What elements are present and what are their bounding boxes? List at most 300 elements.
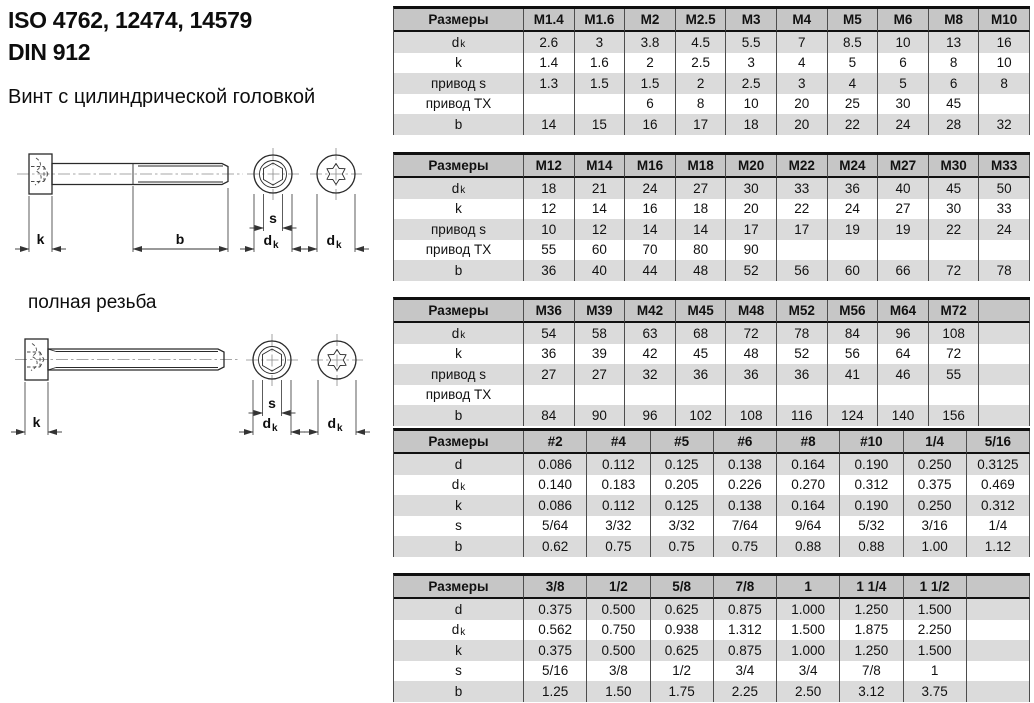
value-cell [524, 385, 575, 406]
value-cell: 56 [828, 344, 879, 365]
value-cell: 3 [726, 53, 777, 74]
value-cell: 24 [828, 199, 879, 220]
value-cell: 0.500 [587, 599, 650, 620]
value-cell: 14 [524, 114, 575, 135]
k-dim-label: k [36, 231, 45, 247]
value-cell: 0.938 [651, 620, 714, 641]
value-cell: 0.112 [587, 495, 650, 516]
row-label: d [394, 599, 524, 620]
svg-text:k: k [272, 423, 278, 434]
row-label: b [394, 260, 524, 281]
value-cell: 0.250 [904, 495, 967, 516]
value-cell [967, 661, 1030, 682]
row-label: d $_k$ [394, 178, 524, 199]
tables-area [393, 0, 1031, 703]
value-cell [967, 681, 1030, 702]
row-label: b [394, 536, 524, 557]
value-cell: 6 [929, 73, 980, 94]
value-cell [625, 385, 676, 406]
row-label: s [394, 661, 524, 682]
hidden-socket-lines [27, 344, 44, 371]
value-cell: 0.625 [651, 640, 714, 661]
value-cell: 0.125 [651, 495, 714, 516]
value-cell: 45 [676, 344, 727, 365]
value-cell: 1.00 [904, 536, 967, 557]
value-cell: 90 [575, 405, 626, 426]
end-view-hex-socket [247, 148, 299, 200]
value-cell: 156 [929, 405, 980, 426]
value-cell: 1.25 [524, 681, 587, 702]
column-header [979, 300, 1030, 323]
value-cell [979, 385, 1030, 406]
table-corner-label: Размеры [394, 300, 524, 323]
value-cell: 1.4 [524, 53, 575, 74]
product-subtitle: Винт с цилиндрической головкой [8, 86, 316, 108]
value-cell: 0.875 [714, 599, 777, 620]
row-label: k [394, 199, 524, 220]
value-cell: 18 [726, 114, 777, 135]
column-header: M39 [575, 300, 626, 323]
value-cell: 0.190 [840, 454, 903, 475]
value-cell: 30 [726, 178, 777, 199]
value-cell: 63 [625, 323, 676, 344]
column-header: M3 [726, 9, 777, 32]
value-cell: 3.12 [840, 681, 903, 702]
value-cell: 140 [878, 405, 929, 426]
value-cell [979, 323, 1030, 344]
value-cell: 27 [575, 364, 626, 385]
table-corner-label: Размеры [394, 431, 524, 454]
value-cell: 1.250 [840, 640, 903, 661]
column-header: 7/8 [714, 576, 777, 599]
value-cell: 3/8 [587, 661, 650, 682]
value-cell: 45 [929, 178, 980, 199]
value-cell: 36 [777, 364, 828, 385]
value-cell: 0.625 [651, 599, 714, 620]
screw-side-view [17, 154, 243, 194]
value-cell: 5 [828, 53, 879, 74]
row-label: привод TX [394, 385, 524, 406]
value-cell: 30 [878, 94, 929, 115]
value-cell [979, 364, 1030, 385]
column-header: M20 [726, 155, 777, 178]
column-header: M30 [929, 155, 980, 178]
end-view-hex-socket [246, 334, 298, 386]
value-cell: 0.140 [524, 475, 587, 496]
din-title: DIN 912 [8, 39, 91, 65]
value-cell: 96 [878, 323, 929, 344]
value-cell: 13 [929, 32, 980, 53]
value-cell: 3 [777, 73, 828, 94]
page-title [8, 4, 252, 68]
column-header: #8 [777, 431, 840, 454]
value-cell: 19 [878, 219, 929, 240]
column-header: 1 [777, 576, 840, 599]
value-cell: 41 [828, 364, 879, 385]
value-cell: 7/64 [714, 516, 777, 537]
column-header: M18 [676, 155, 727, 178]
column-header: 1 1/4 [840, 576, 903, 599]
value-cell [967, 640, 1030, 661]
value-cell: 66 [878, 260, 929, 281]
value-cell: 24 [878, 114, 929, 135]
value-cell: 0.562 [524, 620, 587, 641]
value-cell: 7 [777, 32, 828, 53]
value-cell: 1.875 [840, 620, 903, 641]
value-cell: 4.5 [676, 32, 727, 53]
value-cell: 17 [777, 219, 828, 240]
value-cell: 14 [625, 219, 676, 240]
value-cell [979, 240, 1030, 261]
column-header: 3/8 [524, 576, 587, 599]
value-cell: 116 [777, 405, 828, 426]
value-cell: 72 [929, 344, 980, 365]
column-header: M6 [878, 9, 929, 32]
value-cell: 3 [575, 32, 626, 53]
value-cell: 3/4 [714, 661, 777, 682]
s-dim-label: s [268, 395, 276, 411]
value-cell: 124 [828, 405, 879, 426]
value-cell: 48 [726, 344, 777, 365]
value-cell: 9/64 [777, 516, 840, 537]
column-header [967, 576, 1030, 599]
value-cell: 0.164 [777, 495, 840, 516]
value-cell: 36 [676, 364, 727, 385]
row-label: k [394, 640, 524, 661]
column-header: M4 [777, 9, 828, 32]
row-label: d $_k$ [394, 475, 524, 496]
value-cell: 1.000 [777, 599, 840, 620]
value-cell [676, 385, 727, 406]
standards-title: ISO 4762, 12474, 14579 [8, 7, 253, 33]
value-cell: 28 [929, 114, 980, 135]
row-label: k [394, 495, 524, 516]
value-cell: 1.50 [587, 681, 650, 702]
column-header: M2 [625, 9, 676, 32]
value-cell: 108 [726, 405, 777, 426]
value-cell: 22 [777, 199, 828, 220]
value-cell: 1.500 [904, 599, 967, 620]
value-cell: 55 [929, 364, 980, 385]
value-cell [967, 620, 1030, 641]
value-cell: 2 [625, 53, 676, 74]
column-header: M52 [777, 300, 828, 323]
value-cell: 25 [828, 94, 879, 115]
value-cell: 50 [979, 178, 1030, 199]
dimensions-table-metric-mid [393, 152, 1030, 281]
table-corner-label: Размеры [394, 576, 524, 599]
value-cell: 58 [575, 323, 626, 344]
value-cell: 56 [777, 260, 828, 281]
value-cell: 102 [676, 405, 727, 426]
column-header: M24 [828, 155, 879, 178]
value-cell: 27 [676, 178, 727, 199]
value-cell: 44 [625, 260, 676, 281]
column-header: M33 [979, 155, 1030, 178]
value-cell: 55 [524, 240, 575, 261]
value-cell [828, 240, 879, 261]
value-cell: 14 [676, 219, 727, 240]
svg-text:k: k [337, 423, 343, 434]
column-header: #10 [840, 431, 903, 454]
svg-text:d: d [326, 232, 335, 248]
value-cell: 2.5 [726, 73, 777, 94]
column-header: 5/16 [967, 431, 1030, 454]
value-cell: 5.5 [726, 32, 777, 53]
value-cell: 60 [828, 260, 879, 281]
value-cell: 20 [777, 114, 828, 135]
svg-text:d: d [263, 232, 272, 248]
value-cell: 0.138 [714, 454, 777, 475]
value-cell: 0.375 [524, 640, 587, 661]
value-cell: 0.88 [840, 536, 903, 557]
value-cell: 0.750 [587, 620, 650, 641]
value-cell: 0.62 [524, 536, 587, 557]
row-label: b [394, 681, 524, 702]
row-label: d [394, 454, 524, 475]
value-cell: 1.3 [524, 73, 575, 94]
value-cell: 84 [524, 405, 575, 426]
column-header: M42 [625, 300, 676, 323]
value-cell: 1.312 [714, 620, 777, 641]
value-cell: 16 [625, 114, 676, 135]
value-cell: 2.5 [676, 53, 727, 74]
row-label: привод TX [394, 94, 524, 115]
value-cell: 27 [524, 364, 575, 385]
value-cell: 78 [777, 323, 828, 344]
column-header: 1 1/2 [904, 576, 967, 599]
value-cell: 52 [726, 260, 777, 281]
value-cell: 10 [726, 94, 777, 115]
hidden-socket-lines [31, 158, 48, 185]
value-cell: 2.6 [524, 32, 575, 53]
value-cell [979, 94, 1030, 115]
value-cell: 48 [676, 260, 727, 281]
value-cell: 1.500 [777, 620, 840, 641]
value-cell [967, 599, 1030, 620]
value-cell: 5/32 [840, 516, 903, 537]
value-cell: 2.25 [714, 681, 777, 702]
value-cell: 45 [929, 94, 980, 115]
row-label: b [394, 114, 524, 135]
screw-drawing-full-thread [0, 325, 392, 455]
column-header: M10 [979, 9, 1030, 32]
value-cell: 16 [625, 199, 676, 220]
value-cell: 90 [726, 240, 777, 261]
value-cell: 20 [726, 199, 777, 220]
value-cell: 68 [676, 323, 727, 344]
value-cell: 3.8 [625, 32, 676, 53]
column-header: M36 [524, 300, 575, 323]
column-header: M14 [575, 155, 626, 178]
value-cell: 1 [904, 661, 967, 682]
value-cell: 10 [979, 53, 1030, 74]
value-cell: 22 [929, 219, 980, 240]
value-cell: 0.138 [714, 495, 777, 516]
value-cell: 0.205 [651, 475, 714, 496]
value-cell: 19 [828, 219, 879, 240]
value-cell: 0.226 [714, 475, 777, 496]
value-cell: 6 [878, 53, 929, 74]
value-cell: 0.75 [651, 536, 714, 557]
value-cell: 10 [524, 219, 575, 240]
value-cell: 40 [878, 178, 929, 199]
value-cell: 12 [524, 199, 575, 220]
value-cell: 8 [979, 73, 1030, 94]
value-cell: 3/16 [904, 516, 967, 537]
value-cell: 96 [625, 405, 676, 426]
column-header: M1.4 [524, 9, 575, 32]
row-label: привод s [394, 219, 524, 240]
dimension-dk-torx [303, 194, 369, 252]
value-cell: 64 [878, 344, 929, 365]
value-cell: 108 [929, 323, 980, 344]
value-cell: 0.469 [967, 475, 1030, 496]
column-header: M12 [524, 155, 575, 178]
value-cell: 0.086 [524, 454, 587, 475]
value-cell: 24 [625, 178, 676, 199]
value-cell: 0.164 [777, 454, 840, 475]
value-cell: 84 [828, 323, 879, 344]
value-cell: 18 [676, 199, 727, 220]
value-cell: 39 [575, 344, 626, 365]
value-cell: 0.250 [904, 454, 967, 475]
svg-text:d: d [262, 415, 271, 431]
value-cell: 1.250 [840, 599, 903, 620]
dimensions-table-metric-small [393, 6, 1030, 135]
value-cell [777, 385, 828, 406]
column-header: M22 [777, 155, 828, 178]
value-cell: 36 [828, 178, 879, 199]
value-cell: 0.125 [651, 454, 714, 475]
table-corner-label: Размеры [394, 155, 524, 178]
value-cell: 60 [575, 240, 626, 261]
row-label: привод s [394, 364, 524, 385]
value-cell: 36 [524, 344, 575, 365]
column-header: M56 [828, 300, 879, 323]
column-header: 1/4 [904, 431, 967, 454]
value-cell: 0.312 [840, 475, 903, 496]
value-cell: 2.50 [777, 681, 840, 702]
value-cell: 0.112 [587, 454, 650, 475]
value-cell: 1.500 [904, 640, 967, 661]
value-cell: 3.75 [904, 681, 967, 702]
full-thread-note: полная резьба [28, 292, 157, 313]
dimension-k [15, 196, 66, 252]
value-cell: 3/32 [651, 516, 714, 537]
row-label: s [394, 516, 524, 537]
value-cell: 0.190 [840, 495, 903, 516]
column-header: M27 [878, 155, 929, 178]
b-dim-label: b [175, 231, 185, 247]
value-cell: 0.375 [524, 599, 587, 620]
value-cell: 1.75 [651, 681, 714, 702]
row-label: d $_k$ [394, 620, 524, 641]
value-cell: 20 [777, 94, 828, 115]
dimension-b [133, 186, 228, 252]
end-view-torx-socket [311, 334, 363, 386]
value-cell: 0.88 [777, 536, 840, 557]
value-cell [828, 385, 879, 406]
value-cell: 1.5 [575, 73, 626, 94]
row-label: привод TX [394, 240, 524, 261]
column-header: M45 [676, 300, 727, 323]
value-cell: 0.75 [714, 536, 777, 557]
value-cell: 27 [878, 199, 929, 220]
s-dim-label: s [269, 210, 277, 226]
value-cell: 1/2 [651, 661, 714, 682]
column-header: #5 [651, 431, 714, 454]
value-cell: 1.5 [625, 73, 676, 94]
value-cell: 42 [625, 344, 676, 365]
value-cell [878, 240, 929, 261]
column-header: #2 [524, 431, 587, 454]
value-cell: 3/4 [777, 661, 840, 682]
value-cell: 8.5 [828, 32, 879, 53]
value-cell [929, 385, 980, 406]
value-cell: 54 [524, 323, 575, 344]
value-cell: 22 [828, 114, 879, 135]
value-cell: 1.12 [967, 536, 1030, 557]
value-cell: 8 [929, 53, 980, 74]
value-cell: 33 [979, 199, 1030, 220]
value-cell: 0.875 [714, 640, 777, 661]
value-cell: 0.312 [967, 495, 1030, 516]
value-cell: 10 [878, 32, 929, 53]
row-label: d $_k$ [394, 323, 524, 344]
value-cell [777, 240, 828, 261]
value-cell: 1.6 [575, 53, 626, 74]
value-cell: 6 [625, 94, 676, 115]
screw-side-view [15, 339, 239, 380]
value-cell [979, 344, 1030, 365]
value-cell: 4 [828, 73, 879, 94]
column-header: 5/8 [651, 576, 714, 599]
value-cell [929, 240, 980, 261]
value-cell: 32 [625, 364, 676, 385]
value-cell: 7/8 [840, 661, 903, 682]
value-cell: 4 [777, 53, 828, 74]
value-cell: 0.086 [524, 495, 587, 516]
value-cell [575, 94, 626, 115]
value-cell: 70 [625, 240, 676, 261]
value-cell: 2.250 [904, 620, 967, 641]
value-cell: 0.3125 [967, 454, 1030, 475]
value-cell: 30 [929, 199, 980, 220]
value-cell: 46 [878, 364, 929, 385]
row-label: d $_k$ [394, 32, 524, 53]
dimension-dk-torx [304, 380, 370, 435]
value-cell: 78 [979, 260, 1030, 281]
value-cell: 80 [676, 240, 727, 261]
value-cell: 2 [676, 73, 727, 94]
column-header: M5 [828, 9, 879, 32]
column-header: 1/2 [587, 576, 650, 599]
value-cell: 72 [929, 260, 980, 281]
column-header: M64 [878, 300, 929, 323]
value-cell: 0.75 [587, 536, 650, 557]
dimensions-table-inch-large [393, 573, 1030, 702]
value-cell: 5/64 [524, 516, 587, 537]
value-cell: 33 [777, 178, 828, 199]
value-cell: 24 [979, 219, 1030, 240]
svg-text:k: k [273, 240, 279, 251]
value-cell: 18 [524, 178, 575, 199]
row-label: k [394, 344, 524, 365]
row-label: привод s [394, 73, 524, 94]
value-cell: 8 [676, 94, 727, 115]
value-cell: 17 [726, 219, 777, 240]
